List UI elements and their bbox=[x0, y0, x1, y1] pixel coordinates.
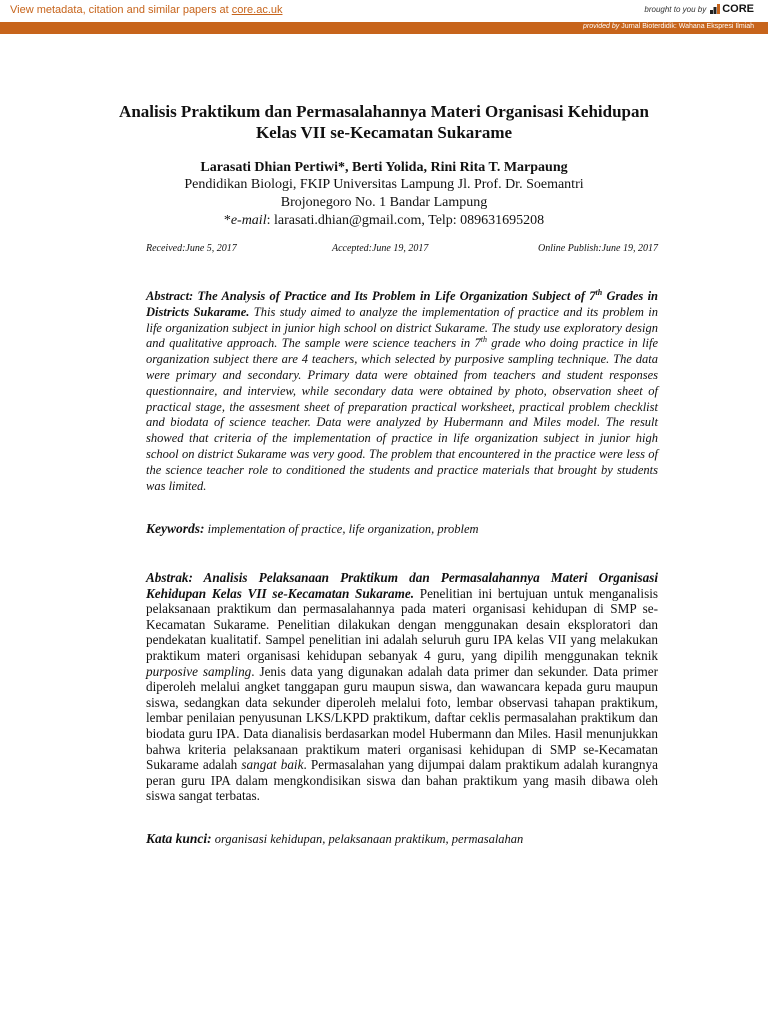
received-date: Received:June 5, 2017 bbox=[146, 243, 237, 254]
paper-affiliation bbox=[110, 176, 658, 230]
abstract-id-italic-2: sangat baik bbox=[241, 757, 304, 773]
provider-bar bbox=[0, 22, 768, 34]
abstract-english bbox=[146, 289, 658, 494]
kata-kunci-label: Kata kunci: bbox=[146, 831, 212, 846]
abstract-id-heading: Abstrak: Analisis Pelaksanaan Praktikum dan Permasalahannya Materi Organisasi Kehidupan Kelas VII se-Kecamatan Sukarame. bbox=[146, 570, 658, 601]
abstract-id-body-part2: . Jenis data yang digunakan adalah data primer dan sekunder. Data primer diperoleh melalui angket tanggapan guru maupun siswa, dan wawancara kepada guru maupun siswa, sedangkan data sekunder diperoleh melalui foto, lembar observasi tahapan praktikum, lembar penilaian penyusunan LKS/LKPD praktikum, daftar ceklis permasalahan praktikum dan biodata guru IPA. Data dianalisis berdasarkan model Hubermann dan Miles. Hasil menunjukkan bahwa kriteria pelaksanaan praktikum materi organisasi kehidupan di SMP se-Kecamatan Sukarame adalah bbox=[146, 663, 658, 773]
email-and-phone: : larasati.dhian@gmail.com, Telp: 089631695208 bbox=[266, 213, 545, 228]
provided-by-label: provided by bbox=[583, 23, 620, 30]
abstract-en-body-part1: This study aimed to analyze the implementation of practice and its problem in life organization subject in junior high school on district Sukarame. The study use exploratory design and qualitative approach. The sample were science teachers in 7 bbox=[146, 304, 658, 351]
core-metadata-text: View metadata, citation and similar papers at bbox=[10, 4, 232, 16]
email-asterisk: * bbox=[223, 213, 231, 228]
abstract-id-body-part3: . Permasalahan yang dijumpai dalam praktikum adalah kurangnya peran guru IPA dalam mengkondisikan siswa dan bahan praktikum yang masih dibawa oleh siswa sangat terbatas. bbox=[146, 757, 658, 804]
abstract-en-heading-part1: Abstract: The Analysis of Practice and Its Problem in Life Organization Subject of 7 bbox=[146, 289, 596, 303]
abstract-id-body-part1: Penelitian ini bertujuan untuk menganalisis pelaksanaan praktikum dan permasalahannya pada materi organisasi kehidupan di SMP se-Kecamatan Sukarame. Penelitian dilakukan dengan menggunakan desain eksploratori dan pendekatan kualitatif. Sampel penelitian ini adalah seluruh guru IPA kelas VII yang melakukan praktikum materi organisasi kehidupan sebanyak 4 guru, yang dipilih menggunakan teknik bbox=[146, 585, 658, 663]
keywords-indonesian bbox=[146, 831, 658, 847]
affiliation-line-1: Pendidikan Biologi, FKIP Universitas Lampung Jl. Prof. Dr. Soemantri bbox=[184, 177, 584, 192]
core-brought-by bbox=[644, 3, 754, 15]
core-metadata-notice bbox=[10, 4, 283, 16]
abstract-en-body-sup: th bbox=[480, 335, 487, 345]
keywords-label: Keywords: bbox=[146, 521, 205, 536]
accepted-date: Accepted:June 19, 2017 bbox=[332, 243, 429, 254]
abstract-indonesian bbox=[146, 570, 658, 804]
provider-text bbox=[583, 23, 754, 30]
core-logo-text: CORE bbox=[722, 3, 754, 15]
online-publish-date: Online Publish:June 19, 2017 bbox=[538, 243, 658, 254]
keywords-english bbox=[146, 521, 658, 537]
core-logo-icon bbox=[710, 4, 720, 14]
paper-authors: Larasati Dhian Pertiwi*, Berti Yolida, Rini Rita T. Marpaung bbox=[200, 160, 568, 175]
email-label: e-mail bbox=[230, 213, 267, 228]
core-header-bar bbox=[0, 0, 768, 23]
provider-name[interactable]: Jurnal Bioterdidik: Wahana Ekspresi Ilmiah bbox=[621, 23, 754, 30]
paper-title: Analisis Praktikum dan Permasalahannya Materi Organisasi Kehidupan Kelas VII se-Kecamatan Sukarame bbox=[119, 102, 649, 142]
abstract-en-heading-part2: Grades in Districts Sukarame. bbox=[146, 289, 658, 319]
affiliation-line-2: Brojonegoro No. 1 Bandar Lampung bbox=[280, 195, 488, 210]
abstract-id-italic-1: purposive sampling bbox=[146, 663, 252, 679]
kata-kunci-text: organisasi kehidupan, pelaksanaan praktikum, permasalahan bbox=[211, 832, 524, 846]
keywords-text: implementation of practice, life organization, problem bbox=[204, 522, 479, 536]
brought-by-text: brought to you by bbox=[644, 4, 707, 14]
contact-line bbox=[110, 212, 658, 230]
abstract-en-heading-sup: th bbox=[595, 287, 603, 297]
abstract-en-body-part2: grade who doing practice in life organization subject there are 4 teachers, which selected by purposive sampling technique. The data were primary and secondary. Primary data were obtained from teachers and student responses questionnaire, and interview, while secondary data were obtained by photo, observation sheet of practical stage, the assesment sheet of preparation practical worksheet, practical problem checklist and biodata of science teacher. Data were analyzed by Hubermann and Miles model. The result showed that criteria of the implementation of practice in life organization subject in junior high school on district Sukarame was very good. The problem that encountered in the practice were less of the science teacher role to conditioned the students and practice materials that brought by students was limited. bbox=[146, 336, 658, 493]
core-link[interactable]: core.ac.uk bbox=[231, 4, 283, 16]
core-logo[interactable] bbox=[710, 3, 754, 15]
